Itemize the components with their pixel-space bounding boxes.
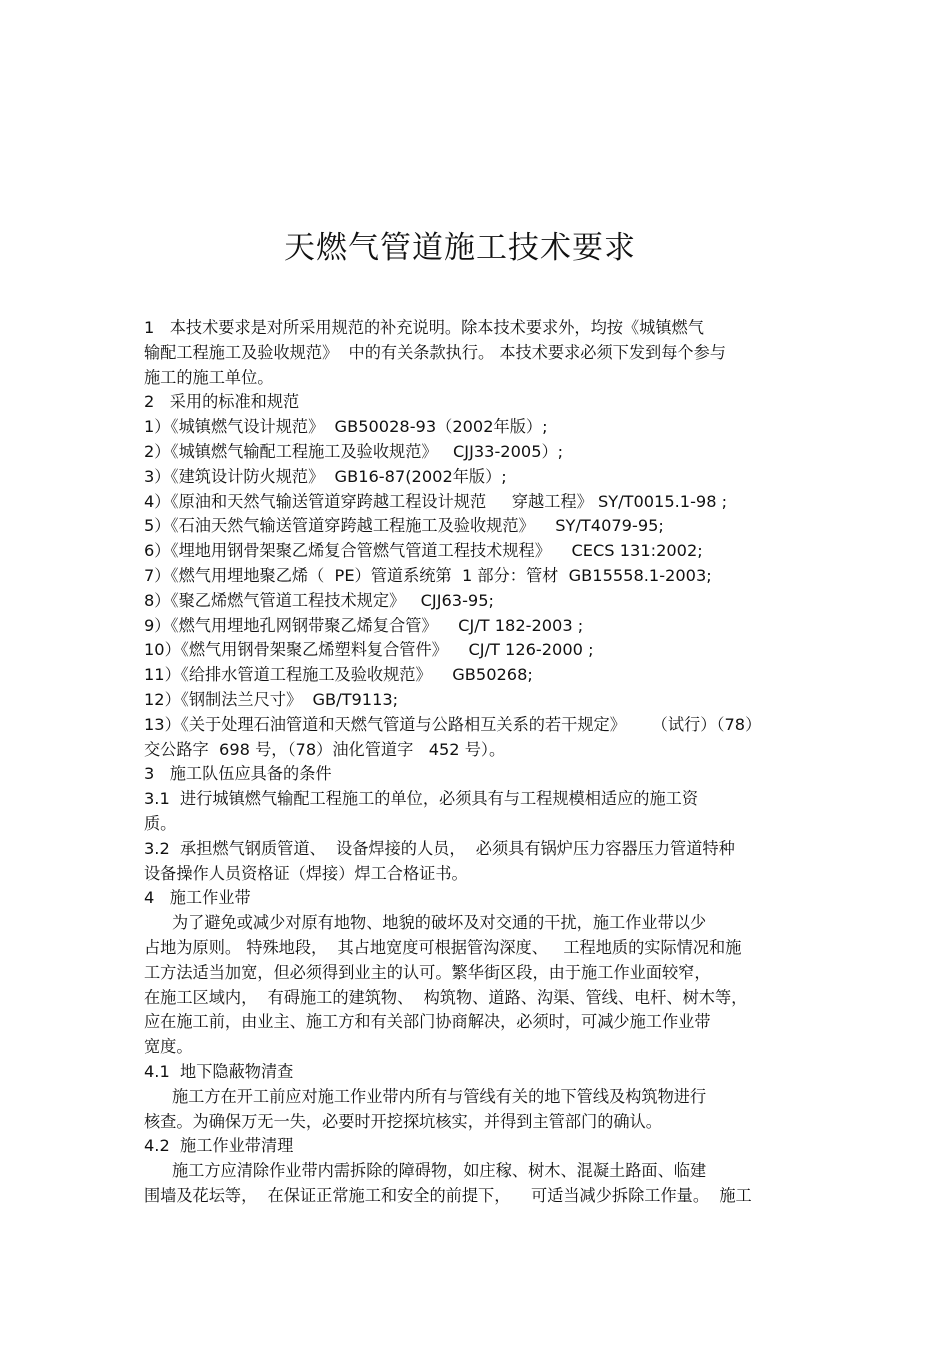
text-line: 为了避免或减少对原有地物、地貌的破坏及对交通的干扰，施工作业带以少 bbox=[172, 913, 707, 933]
text-line: 2）《城镇燃气输配工程施工及验收规范》 CJJ33-2005）; bbox=[144, 441, 564, 461]
document-body bbox=[144, 316, 824, 1209]
text-line: 占地为原则。 特殊地段， 其占地宽度可根据管沟深度、 工程地质的实际情况和施 bbox=[144, 937, 742, 957]
text-line: 在施工区域内， 有碍施工的建筑物、 构筑物、道路、沟渠、管线、电杆、树木等， bbox=[144, 987, 748, 1007]
text-line: 13）《关于处理石油管道和天燃气管道与公路相互关系的若干规定》 （试行）（78） bbox=[144, 714, 762, 734]
text-line: 9）《燃气用埋地孔网钢带聚乙烯复合管》 CJ/T 182-2003 ; bbox=[144, 615, 584, 635]
text-line: 交公路字 698 号，（78）油化管道字 452 号）。 bbox=[144, 739, 506, 759]
text-line: 3.2 承担燃气钢质管道、 设备焊接的人员， 必须具有锅炉压力容器压力管道特种 bbox=[144, 838, 735, 858]
text-line: 7）《燃气用埋地聚乙烯（ PE）管道系统第 1 部分：管材 GB15558.1-2003; bbox=[144, 565, 712, 585]
text-line: 6）《埋地用钢骨架聚乙烯复合管燃气管道工程技术规程》 CECS 131:2002; bbox=[144, 541, 703, 561]
text-line: 5）《石油天然气输送管道穿跨越工程施工及验收规范》 SY/T4079-95; bbox=[144, 516, 664, 536]
text-line: 12）《钢制法兰尺寸》 GB/T9113; bbox=[144, 689, 399, 709]
text-line: 输配工程施工及验收规范》 中的有关条款执行。 本技术要求必须下发到每个参与 bbox=[144, 342, 726, 362]
text-line: 3.1 进行城镇燃气输配工程施工的单位，必须具有与工程规模相适应的施工资 bbox=[144, 789, 699, 809]
text-line: 3）《建筑设计防火规范》 GB16-87(2002年版）; bbox=[144, 466, 507, 486]
text-line: 围墙及花坛等， 在保证正常施工和安全的前提下， 可适当减少拆除工作量。 施工 bbox=[144, 1185, 752, 1205]
text-line: 10）《燃气用钢骨架聚乙烯塑料复合管件》 CJ/T 126-2000 ; bbox=[144, 640, 594, 660]
text-line: 4 施工作业带 bbox=[144, 888, 251, 908]
text-line: 应在施工前，由业主、施工方和有关部门协商解决，必须时，可减少施工作业带 bbox=[144, 1012, 711, 1032]
document-title: 天燃气管道施工技术要求 bbox=[284, 230, 636, 266]
text-line: 设备操作人员资格证（焊接）焊工合格证书。 bbox=[144, 863, 468, 883]
text-line: 宽度。 bbox=[144, 1037, 193, 1057]
text-line: 8）《聚乙烯燃气管道工程技术规定》 CJJ63-95; bbox=[144, 590, 494, 610]
text-line: 施工方应清除作业带内需拆除的障碍物，如庄稼、树木、混凝土路面、临建 bbox=[172, 1161, 707, 1181]
text-line: 4.2 施工作业带清理 bbox=[144, 1136, 294, 1156]
text-line: 核查。为确保万无一失，必要时开挖探坑核实，并得到主管部门的确认。 bbox=[144, 1111, 662, 1131]
text-line: 3 施工队伍应具备的条件 bbox=[144, 764, 332, 784]
text-line: 质。 bbox=[144, 813, 177, 833]
text-line: 1）《城镇燃气设计规范》 GB50028-93（2002年版）; bbox=[144, 417, 548, 437]
text-line: 2 采用的标准和规范 bbox=[144, 392, 300, 412]
text-line: 工方法适当加宽，但必须得到业主的认可。繁华街区段，由于施工作业面较窄， bbox=[144, 962, 711, 982]
text-line: 施工的施工单位。 bbox=[144, 367, 274, 387]
text-line: 4.1 地下隐蔽物清查 bbox=[144, 1061, 294, 1081]
text-line: 4）《原油和天然气输送管道穿跨越工程设计规范 穿越工程》 SY/T0015.1-98 ; bbox=[144, 491, 728, 511]
text-line: 1 本技术要求是对所采用规范的补充说明。除本技术要求外，均按《城镇燃气 bbox=[144, 318, 704, 337]
text-line: 11）《给排水管道工程施工及验收规范》 GB50268; bbox=[144, 665, 533, 685]
text-line: 施工方在开工前应对施工作业带内所有与管线有关的地下管线及构筑物进行 bbox=[172, 1086, 707, 1106]
